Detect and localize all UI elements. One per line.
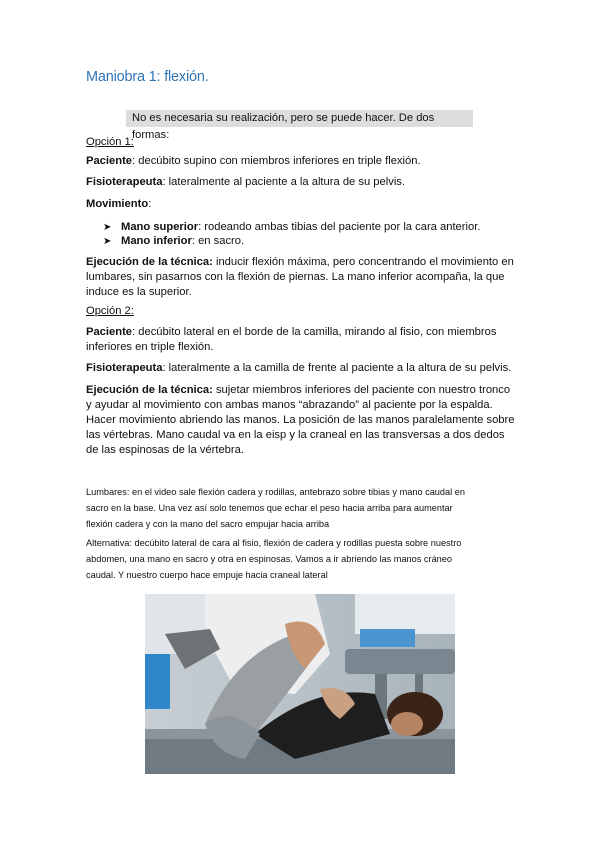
tecnica-label: Ejecución de la técnica: [86, 384, 213, 396]
note-line: Lumbares: en el video sale flexión cadera y rodillas, antebrazo sobre tibias y mano caudal en [86, 487, 465, 497]
option1-tecnica [86, 255, 526, 300]
tecnica-text: inducir flexión máxima, pero concentrando el movimiento en [212, 256, 514, 268]
fisio-label: Fisioterapeuta [86, 176, 163, 188]
note-line: abdomen, una mano en sacro y otra en espinosas. Vamos a ir abriendo las manos cráneo [86, 554, 453, 564]
option1-heading: Opción 1: [86, 136, 134, 148]
option1-fisio [86, 175, 526, 190]
tecnica-label: Ejecución de la técnica: [86, 256, 213, 268]
fisio-label: Fisioterapeuta [86, 362, 163, 374]
note-line: caudal. Y nuestro cuerpo hace empuje hacia craneal lateral [86, 570, 328, 580]
technique-photo-illustration [145, 594, 455, 774]
paciente-text: : decúbito supino con miembros inferiores en triple flexión. [132, 155, 421, 167]
note-line: Alternativa: decúbito lateral de cara al fisio, flexión de cadera y rodillas puesta sobre nuestro [86, 538, 462, 548]
paciente-text: inferiores en triple flexión. [86, 341, 214, 353]
option1-paciente [86, 154, 526, 169]
note-line: sacro en la base. Una vez así solo tenemos que echar el peso hacia arriba para aumentar [86, 503, 453, 513]
option1-movimiento [86, 197, 526, 212]
arrow-bullet-icon: ➤ [103, 222, 112, 233]
paciente-label: Paciente [86, 326, 133, 338]
bullet-label: Mano inferior [121, 235, 192, 247]
bullet-item [103, 220, 480, 235]
arrow-bullet-icon: ➤ [103, 236, 112, 247]
tecnica-text: lumbares, sin pasarnos con la flexión de piernas. La mano inferior acompaña, la que [86, 271, 505, 283]
tecnica-text: sujetar miembros inferiores del paciente con nuestro tronco [212, 384, 511, 396]
paciente-label: Paciente [86, 155, 133, 167]
tecnica-text: induce es la superior. [86, 286, 192, 298]
tecnica-text: Hacer movimiento abriendo las manos. La posición de las manos paralelamente sobre [86, 414, 515, 426]
movimiento-colon: : [148, 198, 152, 210]
option2-fisio [86, 361, 526, 376]
section-title: Maniobra 1: flexión. [86, 69, 209, 85]
fisio-text: : lateralmente a la camilla de frente al paciente a la altura de su pelvis. [162, 362, 512, 374]
note-lumbares [86, 484, 526, 532]
bullet-text: : en sacro. [191, 235, 245, 247]
tecnica-text: las vértebras. Mano caudal va en la eisp y la craneal en las transversas a dos dedos [86, 429, 505, 441]
option2-paciente [86, 325, 526, 355]
tecnica-text: de las espinosas de la vértebra. [86, 444, 244, 456]
bullet-item [103, 234, 244, 249]
movimiento-label: Movimiento [86, 198, 149, 210]
option2-tecnica [86, 383, 526, 458]
bullet-text: : rodeando ambas tibias del paciente por la cara anterior. [198, 221, 481, 233]
note-line: flexión cadera y con la mano del sacro empujar hacia arriba [86, 519, 330, 529]
bullet-label: Mano superior [121, 221, 199, 233]
option2-heading: Opción 2: [86, 305, 134, 317]
technique-photo [145, 594, 455, 774]
tecnica-text: y ayudar al movimiento con ambas manos “abrazando” al paciente por la espalda. [86, 399, 493, 411]
paciente-text: : decúbito lateral en el borde de la camilla, mirando al fisio, con miembros [132, 326, 497, 338]
intro-note: No es necesaria su realización, pero se puede hacer. De dos formas: [126, 110, 473, 127]
fisio-text: : lateralmente al paciente a la altura de su pelvis. [162, 176, 406, 188]
note-alternativa [86, 535, 526, 583]
